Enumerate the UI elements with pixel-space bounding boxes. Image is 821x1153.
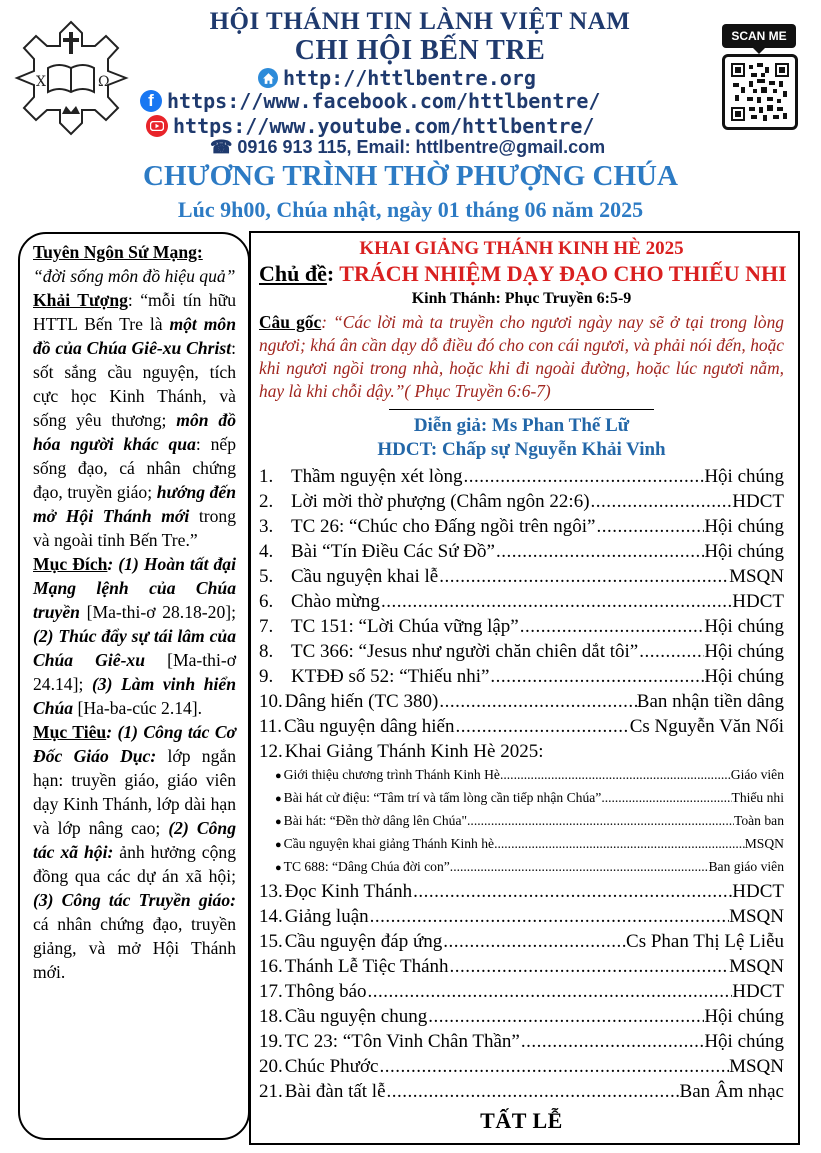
program-item <box>259 639 784 664</box>
mission-section <box>33 240 236 288</box>
leader-dots <box>412 879 732 904</box>
program-item-role: MSQN <box>729 1056 784 1077</box>
program-item <box>259 879 784 904</box>
program-item-title: Thầm nguyện xét lòng <box>291 466 463 487</box>
program-item <box>259 589 784 614</box>
program-item-number: 14. <box>259 906 283 927</box>
svg-text:Χ: Χ <box>36 74 46 90</box>
program-subitem-role: Giáo viên <box>730 767 784 782</box>
program-item-title: Chúc Phước <box>284 1056 379 1077</box>
program-item-role: MSQN <box>729 566 784 587</box>
leader-dots <box>369 904 729 929</box>
purpose-text: [Ma-thi-ơ 28.18-20]; <box>79 602 236 622</box>
program-item <box>259 929 784 954</box>
program-item-number: 4. <box>259 541 274 562</box>
program-item-number: 11. <box>259 716 283 737</box>
program-item-title: TC 151: “Lời Chúa vững lập” <box>291 616 519 637</box>
program-subitem-role: MSQN <box>744 836 784 851</box>
program-item-number: 21. <box>259 1081 283 1102</box>
program-subitem-role: Thiếu nhi <box>731 790 784 805</box>
leader-dots <box>495 539 704 564</box>
goals-text: lớp ngắn hạn: truyền giáo, giáo viên dạy Kinh Thánh, lớp dài hạn và lớp nâng cao; <box>33 746 236 838</box>
program-panel <box>249 231 800 1145</box>
bullet-icon: ● <box>275 793 282 805</box>
program-item-role: Hội chúng <box>704 641 784 662</box>
vision-section <box>33 288 236 552</box>
program-item-role: Hội chúng <box>704 666 784 687</box>
program-item-role: Hội chúng <box>704 616 784 637</box>
leader-dots <box>590 489 733 514</box>
program-item-title: KTĐĐ số 52: “Thiếu nhi” <box>291 666 490 687</box>
program-subitem-title: Bài hát cử điệu: “Tâm trí và tấm lòng cần tiếp nhận Chúa” <box>283 790 602 805</box>
program-item-role: HDCT <box>732 591 784 612</box>
bullet-icon: ● <box>275 862 282 874</box>
program-item-title: TC 366: “Jesus như người chăn chiên dắt tôi” <box>291 641 639 662</box>
purpose-label: Mục Đích <box>33 554 108 574</box>
program-item <box>259 1029 784 1054</box>
speaker: Diễn giả: Ms Phan Thế Lữ <box>413 415 630 436</box>
vision-text: trong và ngoài tỉnh Bến Tre.” <box>33 506 236 550</box>
program-item-number: 8. <box>259 641 274 662</box>
program-item-title: TC 26: “Chúc cho Đấng ngồi trên ngôi” <box>291 516 596 537</box>
program-item <box>259 904 784 929</box>
program-item <box>259 1054 784 1079</box>
purpose-section <box>33 552 236 720</box>
program-item-number: 16. <box>259 956 283 977</box>
vision-label: Khải Tượng <box>33 290 128 310</box>
leader-dots <box>601 787 731 809</box>
program-item <box>259 614 784 639</box>
program-item-title: Bài đàn tất lễ <box>284 1081 386 1102</box>
program-item-number: 20. <box>259 1056 283 1077</box>
program-subitem-title: Cầu nguyện khai giảng Thánh Kinh hè <box>283 836 495 851</box>
program-item-role: Hội chúng <box>704 466 784 487</box>
vision-emphasis: môn đồ hóa người khác qua <box>33 410 236 454</box>
program-item-role: Hội chúng <box>704 541 784 562</box>
program-item-number: 19. <box>259 1031 283 1052</box>
leader-dots <box>595 514 704 539</box>
program-item <box>259 689 784 714</box>
program-subitem <box>259 764 784 787</box>
program-item <box>259 979 784 1004</box>
key-verse-text: : “Các lời mà ta truyền cho ngươi ngày nay sẽ ở tại trong lòng ngươi; khá ân cần dạy dỗ điều đó cho con cái ngươi, và phải nói đến, hoặc khi ngươi ngồi trong nhà, hoặc khi đi ngoài đường, hoặc lúc ngươi nằm, hay là khi chỗi dậy.”( Phục Truyền 6:6-7) <box>259 312 784 401</box>
program-subitem <box>259 787 784 810</box>
vision-text: : nếp sống đạo, cá nhân chứng đạo, truyền giáo; <box>33 434 236 502</box>
program-item-title: Cầu nguyện khai lễ <box>291 566 439 587</box>
mission-label: Tuyên Ngôn Sứ Mạng: <box>33 242 203 262</box>
leader-dots <box>386 1079 680 1104</box>
program-item-role: HDCT <box>732 881 784 902</box>
leader-dots <box>638 639 704 664</box>
leader-dots <box>427 1004 704 1029</box>
program-item-role: Cs Nguyễn Văn Nối <box>629 716 784 737</box>
program-subitem-title: TC 688: “Dâng Chúa đời con” <box>283 859 450 874</box>
program-item-title: Cầu nguyện đáp ứng <box>284 931 443 952</box>
program-item-number: 15. <box>259 931 283 952</box>
website-url: http://httlbentre.org <box>283 66 536 90</box>
program-subitem <box>259 833 784 856</box>
program-item <box>259 514 784 539</box>
program-item-number: 5. <box>259 566 274 587</box>
program-item-title: Cầu nguyện dâng hiến <box>284 716 455 737</box>
leader-dots <box>520 1029 704 1054</box>
vision-emphasis: hướng đến mở Hội Thánh mới <box>33 482 237 526</box>
bullet-icon: ● <box>275 839 282 851</box>
program-item-title: Thông báo <box>284 981 367 1002</box>
program-item-number: 3. <box>259 516 274 537</box>
leader-dots <box>378 1054 729 1079</box>
goals-label: Mục Tiêu <box>33 722 107 742</box>
divider <box>389 409 654 410</box>
goals-emphasis: (2) Công tác xã hội: <box>33 818 236 862</box>
leader-dots <box>500 764 731 786</box>
program-item-role: Ban nhận tiền dâng <box>636 691 784 712</box>
theme-value: TRÁCH NHIỆM DẠY ĐẠO CHO THIẾU NHI <box>339 261 787 286</box>
program-item-role: HDCT <box>732 491 784 512</box>
scripture-reference: Kinh Thánh: Phục Truyền 6:5-9 <box>411 290 632 307</box>
goals-text: ảnh hưởng cộng đồng qua các dự án xã hội; <box>33 842 237 886</box>
program-item-title: Khai Giảng Thánh Kinh Hè 2025: <box>284 741 544 762</box>
program-item <box>259 564 784 589</box>
leader-dots <box>489 664 704 689</box>
goals-emphasis: (3) Công tác Truyền giáo: <box>33 890 236 910</box>
youtube-url: https://www.youtube.com/httlbentre/ <box>173 114 595 138</box>
program-item-number: 18. <box>259 1006 283 1027</box>
program-item-role: Hội chúng <box>704 516 784 537</box>
program-item <box>259 1079 784 1104</box>
bullet-icon: ● <box>275 770 282 782</box>
program-subitem <box>259 810 784 833</box>
program-item <box>259 489 784 514</box>
program-item <box>259 739 784 764</box>
program-item-role: HDCT <box>732 981 784 1002</box>
bullet-icon: ● <box>275 816 282 828</box>
svg-text:Ω: Ω <box>98 74 110 90</box>
program-item-number: 17. <box>259 981 283 1002</box>
facebook-icon: f <box>140 90 162 112</box>
goals-text: cá nhân chứng đạo, truyền giảng, và mở Hội Thánh mới. <box>33 914 236 982</box>
program-item-title: Đọc Kinh Thánh <box>284 881 413 902</box>
vision-text: : “mỗi tín hữu HTTL Bến Tre là <box>33 290 236 334</box>
program-item-title: Thánh Lễ Tiệc Thánh <box>284 956 449 977</box>
program-item-title: Bài “Tín Điều Các Sứ Đồ” <box>291 541 495 562</box>
program-item-role: Ban Âm nhạc <box>679 1081 784 1102</box>
leader-dots <box>380 589 732 614</box>
church-logo <box>14 18 129 138</box>
leader-dots <box>449 954 730 979</box>
program-item-number: 1. <box>259 466 274 487</box>
leader-dots <box>442 929 626 954</box>
program-item <box>259 539 784 564</box>
scan-me-label: SCAN ME <box>722 24 796 48</box>
program-item-role: Hội chúng <box>704 1031 784 1052</box>
program-item <box>259 664 784 689</box>
purpose-text: [Ha-ba-cúc 2.14]. <box>73 698 203 718</box>
leader-dots <box>367 979 733 1004</box>
leader-dots <box>454 714 629 739</box>
facebook-link[interactable] <box>140 89 600 113</box>
purpose-emphasis: (2) Thúc đẩy sự tái lâm của Chúa Giê-xu <box>33 626 236 670</box>
program-subitem-role: Toàn ban <box>733 813 784 828</box>
program-item <box>259 1004 784 1029</box>
program-item-number: 9. <box>259 666 274 687</box>
program-subitem-title: Bài hát: “Đền thờ dâng lên Chúa" <box>283 813 468 828</box>
contact-info: ☎ 0916 913 115, Email: httlbentre@gmail.com <box>210 137 606 157</box>
program-item-title: Dâng hiến (TC 380) <box>284 691 439 712</box>
program-subitem-title: Giới thiệu chương trình Thánh Kinh Hè <box>283 767 500 782</box>
church-name: HỘI THÁNH TIN LÀNH VIỆT NAM <box>209 8 631 35</box>
program-item-role: MSQN <box>729 906 784 927</box>
purpose-emphasis: (3) Làm vinh hiển Chúa <box>33 674 236 718</box>
program-item-number: 6. <box>259 591 274 612</box>
leader-dots <box>438 564 729 589</box>
leader-dots <box>463 464 705 489</box>
program-item <box>259 464 784 489</box>
purpose-emphasis: : (1) Hoàn tất đại Mạng lệnh của Chúa truyền <box>33 554 236 622</box>
program-item-role: Hội chúng <box>704 1006 784 1027</box>
leader-dots <box>438 689 636 714</box>
program-item <box>259 954 784 979</box>
program-item-number: 10. <box>259 691 283 712</box>
program-subitem <box>259 856 784 879</box>
website-link[interactable] <box>258 66 536 90</box>
goals-emphasis: : (1) Công tác Cơ Đốc Giáo Dục: <box>33 722 236 766</box>
closing: TẤT LỄ <box>480 1108 563 1133</box>
mission-panel <box>18 232 250 1140</box>
program-subitem-role: Ban giáo viên <box>708 859 784 874</box>
program-item-number: 12. <box>259 741 283 762</box>
leader-dots <box>467 810 734 832</box>
key-verse-label: Câu gốc <box>259 312 322 332</box>
theme <box>259 261 787 287</box>
leader-dots <box>450 856 709 878</box>
program-item-title: Giảng luận <box>284 906 369 927</box>
theme-label: Chủ đề <box>259 261 327 286</box>
program-item <box>259 714 784 739</box>
program-item-title: TC 23: “Tôn Vinh Chân Thần” <box>284 1031 520 1052</box>
event-title: KHAI GIẢNG THÁNH KINH HÈ 2025 <box>359 238 684 259</box>
facebook-url: https://www.facebook.com/httlbentre/ <box>167 89 601 113</box>
program-item-number: 7. <box>259 616 274 637</box>
home-icon <box>258 68 278 88</box>
branch-name: CHI HỘI BẾN TRE <box>294 35 546 66</box>
program-item-title: Cầu nguyện chung <box>284 1006 428 1027</box>
theme-colon: : <box>326 261 340 286</box>
program-item-number: 2. <box>259 491 274 512</box>
goals-section <box>33 720 236 984</box>
program-item-title: Chào mừng <box>291 591 380 612</box>
vision-text: : sốt sắng cầu nguyện, tích cực học Kinh Thánh, và sống yêu thương; <box>33 338 236 430</box>
qr-code-icon[interactable] <box>722 54 798 130</box>
key-verse <box>259 311 784 403</box>
youtube-link[interactable] <box>146 114 594 138</box>
order-of-service <box>259 464 784 1104</box>
leader-dots <box>519 614 705 639</box>
program-date: Lúc 9h00, Chúa nhật, ngày 01 tháng 06 năm 2025 <box>177 197 644 222</box>
mission-text: “đời sống môn đồ hiệu quả” <box>33 266 236 286</box>
vision-emphasis: một môn đồ của Chúa Giê-xu Christ <box>33 314 236 358</box>
youtube-icon <box>146 115 168 137</box>
program-item-number: 13. <box>259 881 283 902</box>
program-title: CHƯƠNG TRÌNH THỜ PHƯỢNG CHÚA <box>143 160 678 192</box>
host: HDCT: Chấp sự Nguyễn Khải Vinh <box>377 439 666 460</box>
leader-dots <box>494 833 745 855</box>
program-item-role: Cs Phan Thị Lệ Liễu <box>626 931 784 952</box>
purpose-text: [Ma-thi-ơ 24.14]; <box>33 650 236 694</box>
program-item-role: MSQN <box>729 956 784 977</box>
program-item-title: Lời mời thờ phượng (Châm ngôn 22:6) <box>291 491 590 512</box>
